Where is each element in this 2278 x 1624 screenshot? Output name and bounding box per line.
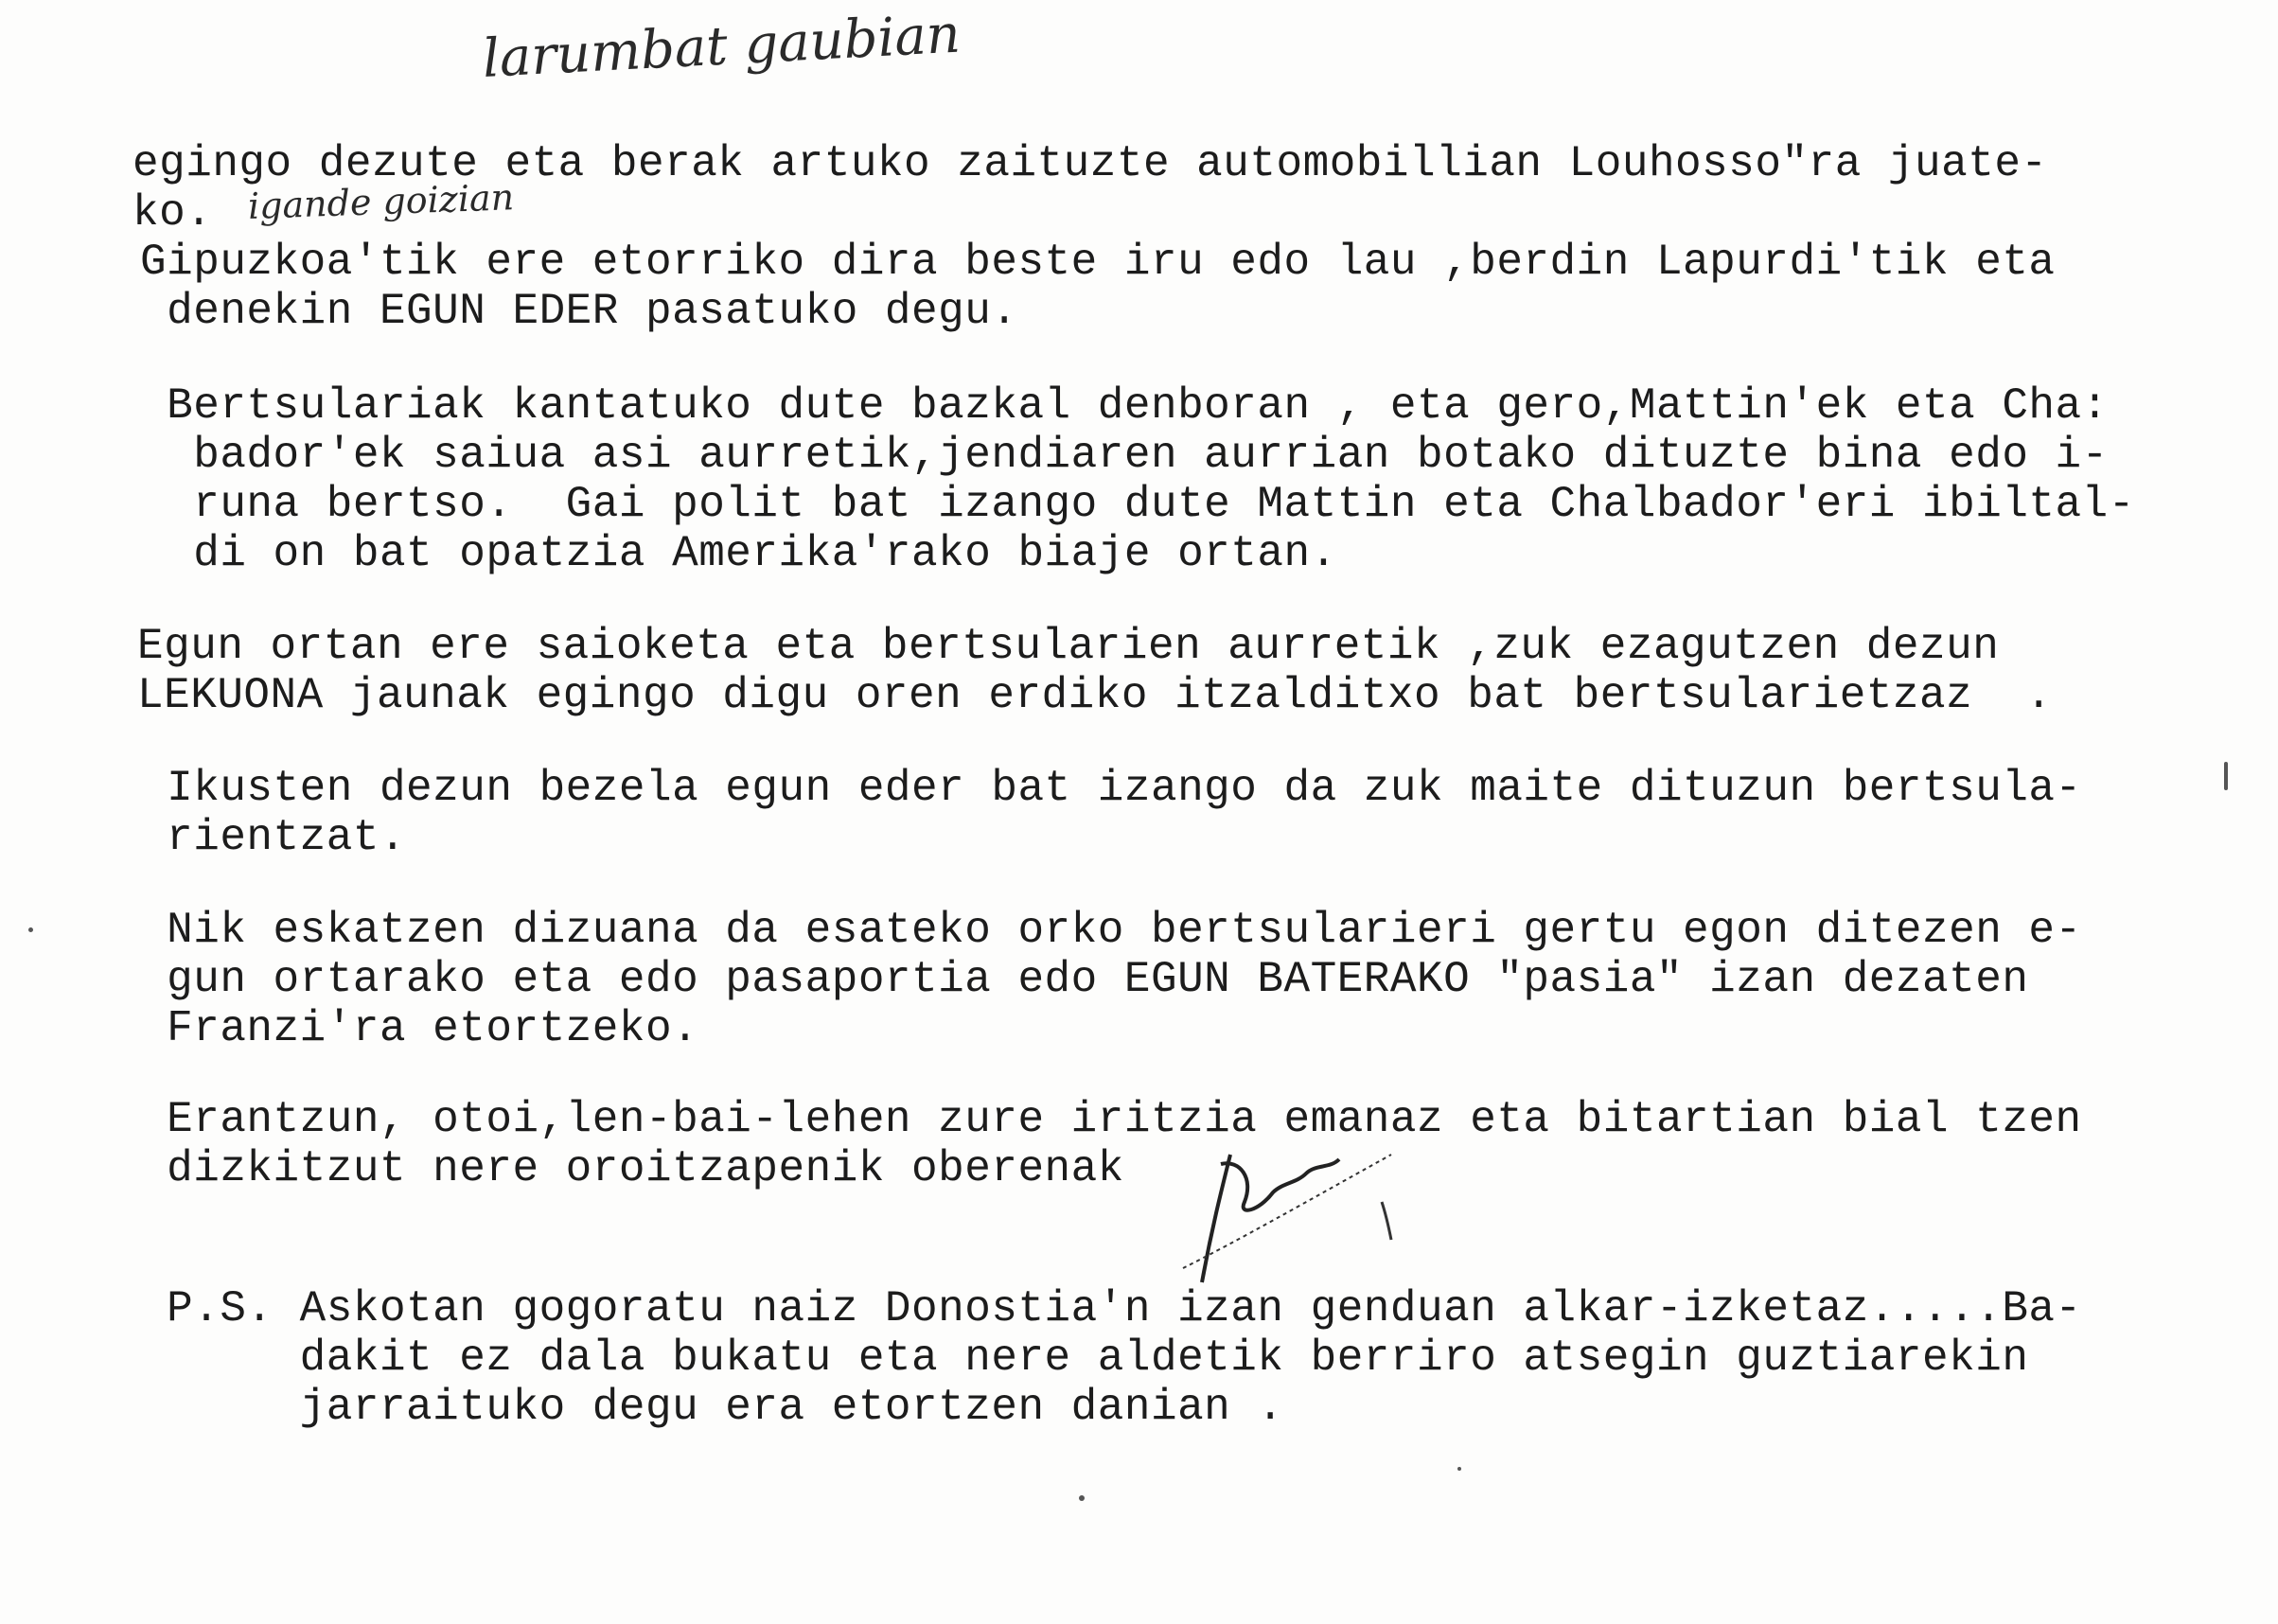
- letter-line-15: rientzat.: [140, 813, 407, 862]
- letter-line-4: denekin EGUN EDER pasatuko degu.: [140, 287, 1018, 336]
- letter-line-27: jarraituko degu era etortzen danian .: [140, 1383, 1284, 1432]
- letter-line-11: Egun ortan ere saioketa eta bertsularien aurretik ,zuk ezagutzen dezun: [137, 622, 2000, 671]
- letter-line-22: dizkitzut nere oroitzapenik oberenak: [140, 1144, 1124, 1193]
- letter-line-6: Bertsulariak kantatuko dute bazkal denboran , eta gero,Mattin'ek eta Cha:: [140, 381, 2109, 431]
- letter-line-1: egingo dezute eta berak artuko zaituzte automobillian Louhosso"ra juate-: [132, 139, 2048, 188]
- letter-line-8: runa bertso. Gai polit bat izango dute Mattin eta Chalbador'eri ibiltal-: [140, 480, 2135, 529]
- letter-line-18: gun ortarako eta edo pasaportia edo EGUN BATERAKO "pasia" izan dezaten: [140, 955, 2029, 1004]
- signature: [1164, 1126, 1448, 1297]
- letter-line-7: bador'ek saiua asi aurretik,jendiaren aurrian botako dituzte bina edo i-: [140, 431, 2109, 480]
- letter-line-9: di on bat opatzia Amerika'rako biaje ortan.: [140, 529, 1337, 578]
- scan-speck: [1457, 1467, 1461, 1471]
- handwritten-inline-note: igande goizian: [247, 176, 515, 227]
- letter-line-19: Franzi'ra etortzeko.: [140, 1004, 699, 1053]
- letter-line-17: Nik eskatzen dizuana da esateko orko bertsularieri gertu egon ditezen e-: [140, 906, 2082, 955]
- letter-line-26: dakit ez dala bukatu eta nere aldetik berriro atsegin guztiarekin: [140, 1333, 2029, 1383]
- letter-line-2: ko.: [132, 188, 213, 238]
- letter-line-14: Ikusten dezun bezela egun eder bat izango da zuk maite dituzun bertsula-: [140, 764, 2082, 813]
- scan-speck: [1079, 1495, 1085, 1501]
- scan-speck: [28, 927, 33, 932]
- letter-line-3: Gipuzkoa'tik ere etorriko dira beste iru edo lau ,berdin Lapurdi'tik eta: [140, 238, 2056, 287]
- letter-line-25: P.S. Askotan gogoratu naiz Donostia'n izan genduan alkar-izketaz.....Ba-: [140, 1284, 2082, 1333]
- letter-line-21: Erantzun, otoi,len-bai-lehen zure iritzia emanaz eta bitartian bial tzen: [140, 1095, 2082, 1144]
- letter-line-12: LEKUONA jaunak egingo digu oren erdiko itzalditxo bat bertsularietzaz .: [137, 671, 2053, 720]
- handwritten-top-note: larumbat gaubian: [481, 3, 962, 90]
- scan-speck: [2224, 762, 2228, 790]
